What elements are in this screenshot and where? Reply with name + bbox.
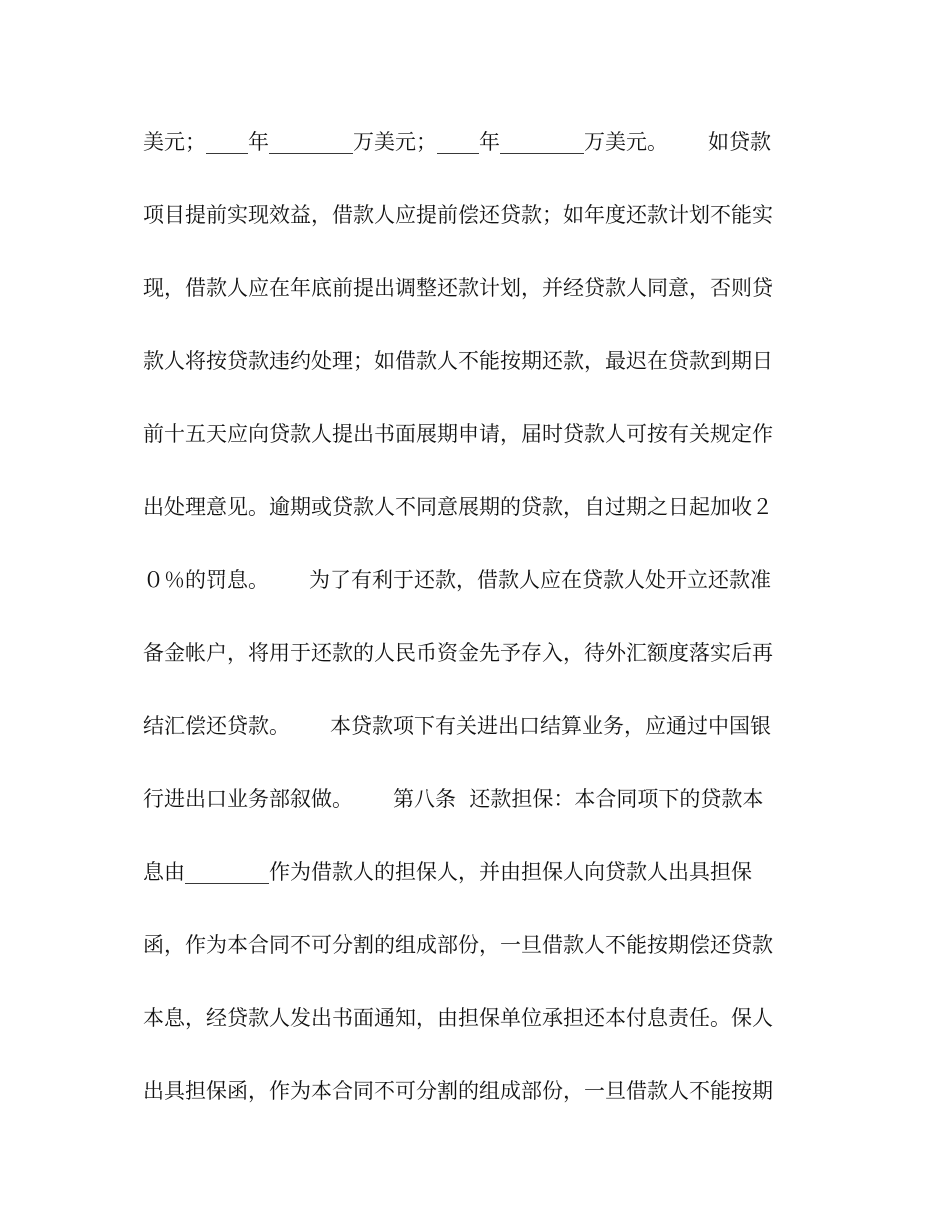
text-line: 现，借款人应在年底前提出调整还款计划，并经贷款人同意，否则贷: [143, 276, 773, 300]
text-line: 行进出口业务部叙做。 第八条 还款担保：本合同项下的贷款本: [143, 787, 764, 811]
text-line: 备金帐户，将用于还款的人民币资金先予存入，待外汇额度落实后再: [143, 641, 773, 665]
text-line: ０％的罚息。 为了有利于还款，借款人应在贷款人处开立还款准: [143, 568, 772, 592]
text-line: 美元；____年________万美元；____年________万美元。 如贷款: [143, 130, 772, 154]
text-line: 息由________作为借款人的担保人，并由担保人向贷款人出具担保: [143, 860, 752, 884]
text-line: 项目提前实现效益，借款人应提前偿还贷款；如年度还款计划不能实: [143, 203, 773, 227]
text-line: 款人将按贷款违约处理；如借款人不能按期还款，最迟在贷款到期日: [143, 349, 773, 373]
text-line: 函，作为本合同不可分割的组成部份，一旦借款人不能按期偿还贷款: [143, 933, 773, 957]
text-line: 出处理意见。逾期或贷款人不同意展期的贷款，自过期之日起加收２: [143, 495, 773, 519]
text-line: 出具担保函，作为本合同不可分割的组成部份，一旦借款人不能按期: [143, 1079, 773, 1103]
text-line: 结汇偿还贷款。 本贷款项下有关进出口结算业务，应通过中国银: [143, 714, 772, 738]
text-line: 前十五天应向贷款人提出书面展期申请，届时贷款人可按有关规定作: [143, 422, 773, 446]
contract-body-text: [143, 124, 823, 1146]
text-line: 本息，经贷款人发出书面通知，由担保单位承担还本付息责任。保人: [143, 1006, 773, 1030]
